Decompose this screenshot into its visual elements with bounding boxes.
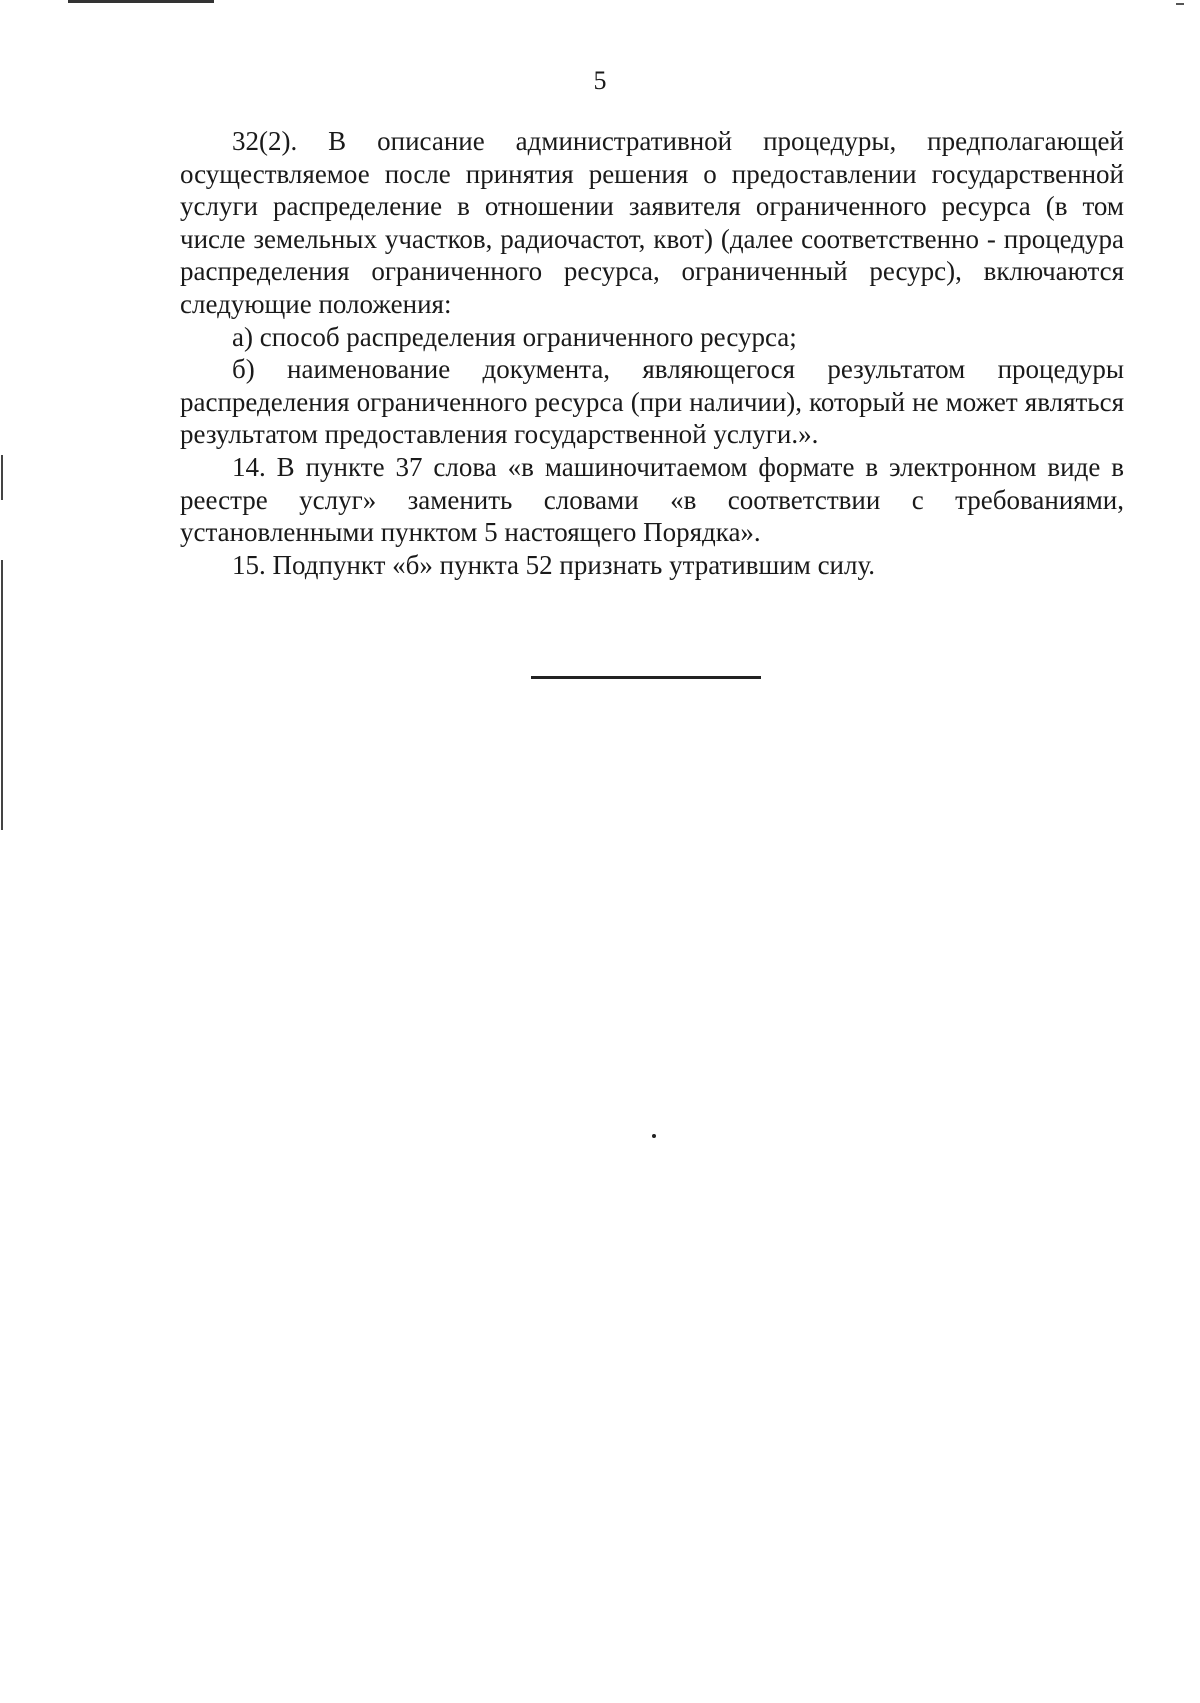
document-body [180,125,1124,581]
paragraph-14: 14. В пункте 37 слова «в машиночитаемом формате в электронном виде в реестре услуг» заменить словами «в соответствии с требованиями, установленными пунктом 5 настоящего Порядка». [180,451,1124,548]
paragraph-item-b: б) наименование документа, являющегося результатом процедуры распределения ограниченного ресурса (при наличии), который не может являться результатом предоставления государственной услуги.». [180,354,1124,450]
scan-artifact-left-edge [1,455,3,500]
paragraph-32-2: 32(2). В описание административной процедуры, предполагающей осуществляемое после принятия решения о предоставлении государственной услуги распределение в отношении заявителя ограниченного ресурса (в том числе земельных участков, радиочастот, квот) (далее соответственно - процедура распределения ограниченного ресурса, ограниченный ресурс), включаются следующие положения: [180,126,1124,319]
scan-artifact-top-line [68,0,214,3]
page-number: 5 [593,66,607,95]
paragraph-15: 15. Подпункт «б» пункта 52 признать утратившим силу. [232,549,876,580]
closing-rule [531,676,761,679]
scan-artifact-dot [652,1134,656,1138]
scan-artifact-left-edge [1,560,3,830]
paragraph-item-a: а) способ распределения ограниченного ресурса; [232,321,797,352]
scan-artifact-top-right-mark [1176,3,1184,5]
